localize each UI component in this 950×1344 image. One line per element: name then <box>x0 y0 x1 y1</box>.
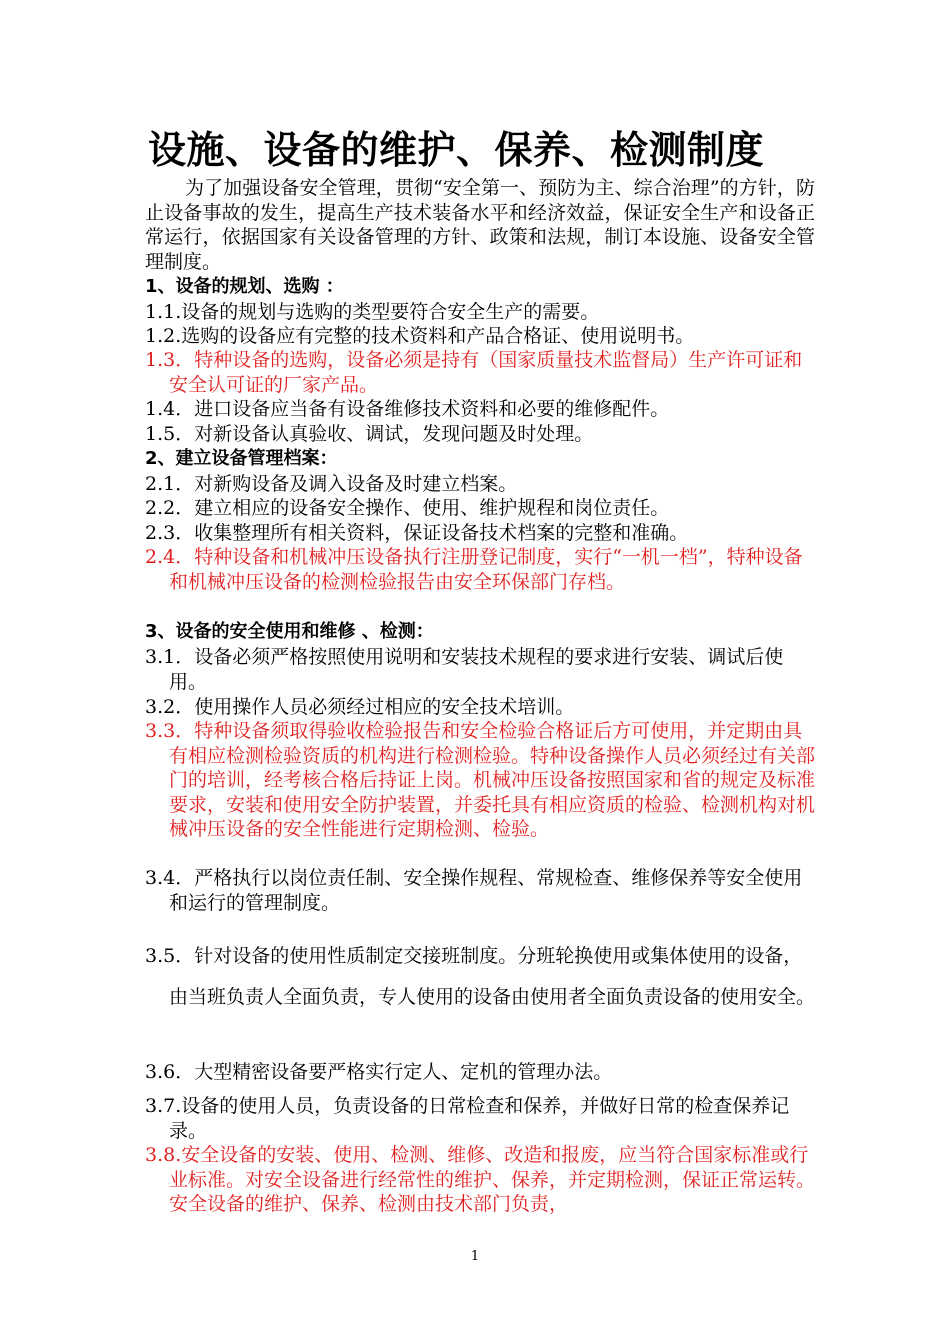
section-3-item-4: 3.4．严格执行以岗位责任制、安全操作规程、常规检查、维修保养等安全使用和运行的管理制度。 <box>145 867 803 914</box>
intro-paragraph: 为了加强设备安全管理，贯彻“安全第一、预防为主、综合治理”的方针，防止设备事故的发生，提高生产技术装备水平和经济效益，保证安全生产和设备正常运行，依据国家有关设备管理的方针、政策和法规，制订本设施、设备安全管理制度。 <box>145 177 815 273</box>
page-number: 1 <box>470 1249 480 1264</box>
section-1-item-4: 1.4．进口设备应当备有设备维修技术资料和必要的维修配件。 <box>145 398 670 420</box>
section-3-item-8: 3.8.安全设备的安装、使用、检测、维修、改造和报废，应当符合国家标准或行业标准。对安全设备进行经常性的维护、保养，并定期检测，保证正常运转。安全设备的维护、保养、检测由技术部门负责， <box>145 1144 816 1215</box>
section-1-heading: 1、设备的规划、选购 ： <box>145 276 344 297</box>
section-3-item-2: 3.2．使用操作人员必须经过相应的安全技术培训。 <box>145 696 575 718</box>
section-1-item-5: 1.5．对新设备认真验收、调试，发现问题及时处理。 <box>145 423 594 445</box>
section-2-item-1: 2.1．对新购设备及调入设备及时建立档案。 <box>145 473 518 495</box>
section-3-item-7: 3.7.设备的使用人员，负责设备的日常检查和保养，并做好日常的检查保养记录。 <box>145 1095 790 1142</box>
section-1-item-1: 1.1.设备的规划与选购的类型要符合安全生产的需要。 <box>145 301 600 323</box>
section-3-heading: 3、设备的安全使用和维修 、检测： <box>145 621 434 642</box>
section-2-item-3: 2.3．收集整理所有相关资料，保证设备技术档案的完整和准确。 <box>145 522 689 544</box>
section-1-item-3: 1.3．特种设备的选购，设备必须是持有（国家质量技术监督局）生产许可证和安全认可证的厂家产品。 <box>145 349 803 396</box>
document-title: 设施、设备的维护、保养、检测制度 <box>148 127 765 172</box>
section-1-item-2: 1.2.选购的设备应有完整的技术资料和产品合格证、使用说明书。 <box>145 325 695 347</box>
section-3-item-6: 3.6．大型精密设备要严格实行定人、定机的管理办法。 <box>145 1061 613 1083</box>
section-2-item-2: 2.2．建立相应的设备安全操作、使用、维护规程和岗位责任。 <box>145 497 670 519</box>
section-3-item-1: 3.1．设备必须严格按照使用说明和安装技术规程的要求进行安装、调试后使用。 <box>145 646 784 693</box>
section-3-item-5: 3.5．针对设备的使用性质制定交接班制度。分班轮换使用或集体使用的设备，由当班负责人全面负责，专人使用的设备由使用者全面负责设备的使用安全。 <box>145 945 816 1008</box>
section-2-heading: 2、建立设备管理档案： <box>145 448 338 469</box>
section-2-item-4: 2.4．特种设备和机械冲压设备执行注册登记制度，实行“一机一档”，特种设备和机械冲压设备的检测检验报告由安全环保部门存档。 <box>145 546 803 593</box>
section-3-item-3: 3.3．特种设备须取得验收检验报告和安全检验合格证后方可使用，并定期由具有相应检测检验资质的机构进行检测检验。特种设备操作人员必须经过有关部门的培训，经考核合格后持证上岗。机械冲压设备按照国家和省的规定及标准要求，安装和使用安全防护装置，并委托具有相应资质的检验、检测机构对机械冲压设备的安全性能进行定期检测、检验。 <box>145 720 816 840</box>
